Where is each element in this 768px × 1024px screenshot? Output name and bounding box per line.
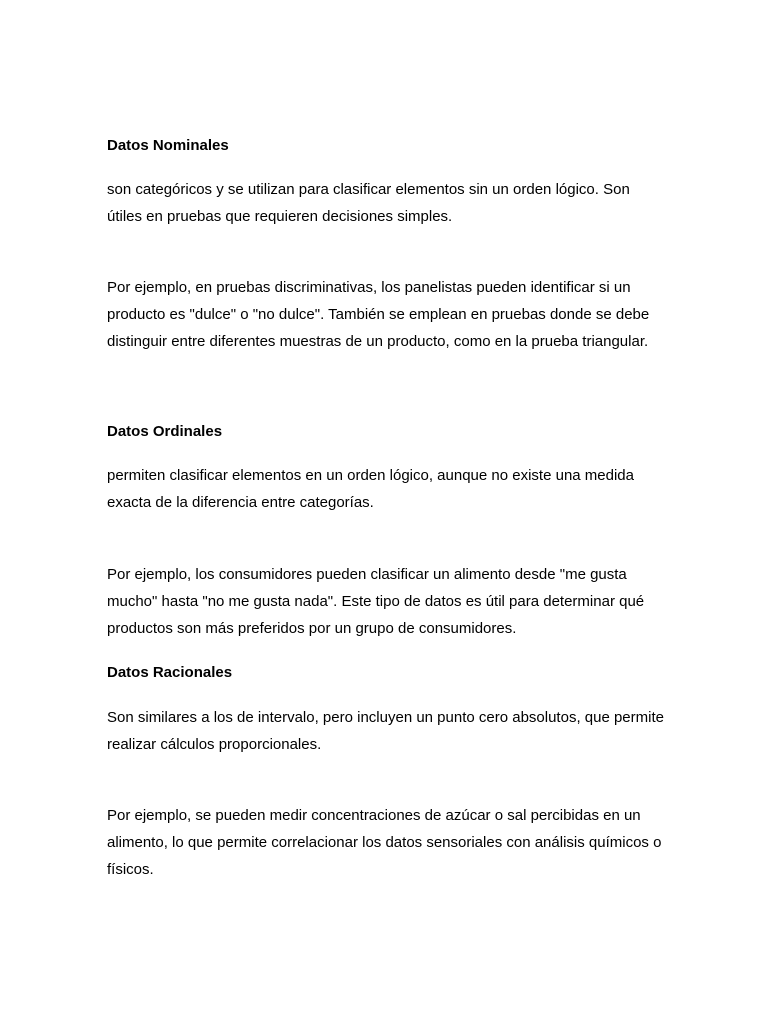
paragraph-ordinales-definition: permiten clasificar elementos en un orden lógico, aunque no existe una medida exacta de la diferencia entre categorías. xyxy=(107,467,634,511)
paragraph-ordinales-example: Por ejemplo, los consumidores pueden clasificar un alimento desde "me gusta mucho" hasta "no me gusta nada". Este tipo de datos es útil para determinar qué productos son más preferidos por un grupo de consumidores. xyxy=(107,566,645,637)
paragraph-nominales-definition: son categóricos y se utilizan para clasificar elementos sin un orden lógico. Son útiles en pruebas que requieren decisiones simples. xyxy=(107,181,630,225)
paragraph-racionales-example: Por ejemplo, se pueden medir concentraciones de azúcar o sal percibidas en un alimento, lo que permite correlacionar los datos sensoriales con análisis químicos o físicos. xyxy=(107,807,662,878)
section-heading-nominales: Datos Nominales xyxy=(107,137,229,154)
section-heading-ordinales: Datos Ordinales xyxy=(107,423,223,440)
paragraph-racionales-definition: Son similares a los de intervalo, pero incluyen un punto cero absolutos, que permite realizar cálculos proporcionales. xyxy=(107,709,664,753)
section-heading-racionales: Datos Racionales xyxy=(107,664,233,681)
paragraph-nominales-example: Por ejemplo, en pruebas discriminativas, los panelistas pueden identificar si un producto es "dulce" o "no dulce". También se emplean en pruebas donde se debe distinguir entre diferentes muestras de un producto, como en la prueba triangular. xyxy=(107,279,650,350)
